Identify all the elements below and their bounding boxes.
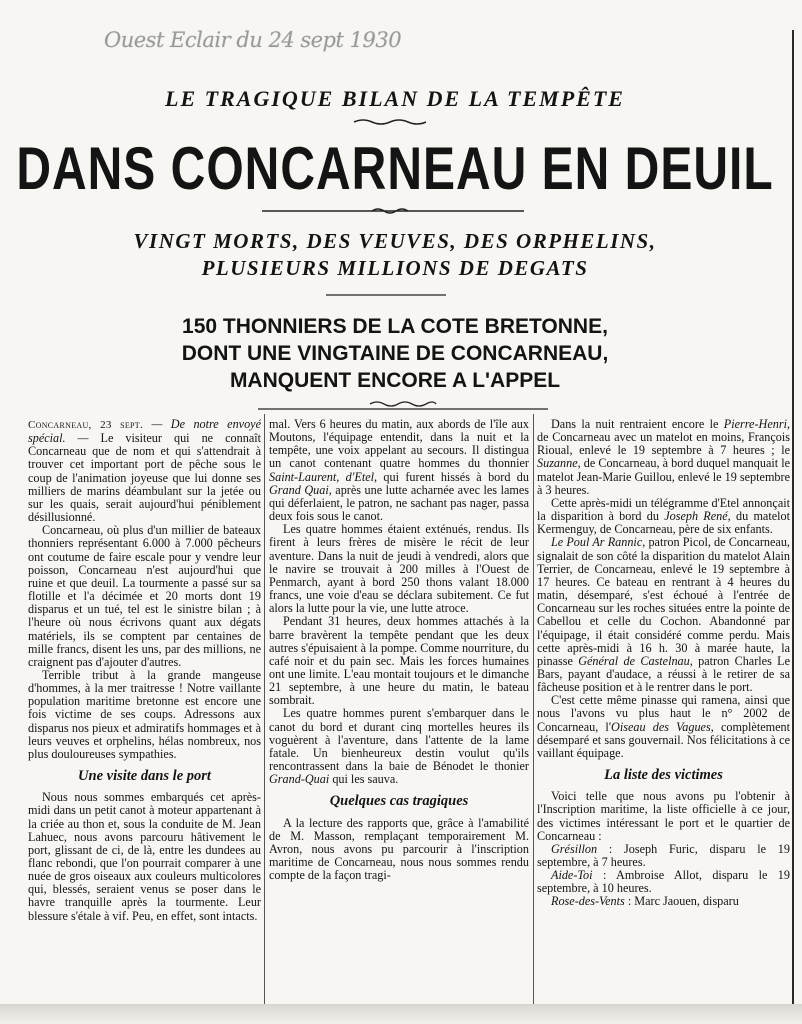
- column-divider: [533, 414, 534, 1004]
- subheadline-2: [0, 313, 790, 394]
- dateline-credit: — De notre envoyé spécial. —: [28, 418, 261, 446]
- boat-name: Rose-des-Vents: [551, 894, 625, 909]
- paragraph-text: , patron Charles Le Bars, payant d'audace, a réussi à le retirer de sa fâcheuse position et à le rentrer dans le port.: [537, 653, 790, 695]
- paragraph: Nous nous sommes embarqués cet après-midi dans un petit canot à moteur appartenant à la criée au thon et, sous la conduite de M. Jean Lahuec, nous avons parcouru hâtivement le port, glissant de ci, de là, entre les dundees au flanc rebondi, que l'on pourrait comparer à une nuée de gros oiseaux aux couleurs multicolores qui, blessés, seraient venus se poser dans le havre tranquille après la tourmente. Leur blessure s'étale à vif. Peu, en effet, sont intacts.: [28, 790, 261, 923]
- article-column-3: [537, 418, 790, 1004]
- page-edge-rule: [792, 30, 794, 1015]
- paragraph-text: Dans la nuit rentraient encore le: [551, 418, 719, 431]
- boat-name: Joseph René: [664, 509, 728, 524]
- paragraph: [28, 418, 261, 524]
- paragraph: Concarneau, où plus d'un millier de bateaux thonniers représentant 6.000 à 7.000 pêcheurs ont coutume de faire escale pour y vendre leur poisson, Concarneau n'est aujourd'hui que ruine et que deuil. La tourmente a passé sur sa flotille et l'a décimée et 20 morts dont 19 disparus et un tué, tel est le sinistre bilan ; à l'heure où nous écrivons quant aux dégats matériels, ils se comptent par centaines de mille francs, disent les uns, par des millions, ne craignent pas d'ajouter d'autres.: [28, 523, 261, 669]
- paragraph: Terrible tribut à la grande mangeuse d'hommes, à la mer traitresse ! Notre vaillante population maritime bretonne est encore une fois victime de ses coups. Adressons aux disparus nos pieux et admiratifs hommages et à leurs veuves et orphelins, hélas nombreux, nos plus douloureuses sympathies.: [28, 667, 261, 761]
- column-divider: [264, 414, 265, 1004]
- paragraph-text: mal. Vers 6 heures du matin, aux abords de l'île aux Moutons, l'équipage entendit, dans la nuit et la tempête, une voix appelant au secours. Il distingua un canot contenant quatre hommes du thonnier: [269, 418, 529, 471]
- subheadline-line: VINGT MORTS, DES VEUVES, DES ORPHELINS,: [133, 229, 657, 253]
- paragraph: [537, 418, 790, 497]
- paragraph-text: C'est cette même pinasse qui ramena, ainsi que nous l'avons vu plus haut le n° 2002 de Concarneau, l': [537, 693, 790, 734]
- paragraph-text: , qui furent hissés à bord du: [374, 469, 529, 484]
- page-bottom-edge: [0, 1004, 802, 1024]
- victim-entry: [537, 843, 790, 869]
- boat-name: Grand Quai: [269, 482, 329, 497]
- boat-name: Pierre-Henri: [723, 418, 787, 431]
- paragraph-text: , de Concarneau, à bord duquel manquait le matelot Jean-Marie Guillou, enlevé le 19 septembre à 3 heures.: [537, 456, 790, 497]
- paragraph-text: Cette après-midi un télégramme d'Etel annonçait la disparition à bord du: [537, 495, 790, 524]
- boat-name: Général de Castelnau: [578, 653, 690, 668]
- paragraph: [537, 694, 790, 760]
- paragraph: [269, 418, 529, 523]
- main-headline: DANS CONCARNEAU EN DEUIL: [16, 136, 774, 203]
- paragraph-text: , après une lutte acharnée avec les lames qui déferlaient, le patron, ne sachant pas nager, passa deux fois sous le canot.: [269, 482, 529, 524]
- decorative-rule: [258, 400, 548, 412]
- subheadline-line: DONT UNE VINGTAINE DE CONCARNEAU,: [181, 342, 609, 365]
- subheadline-line: 150 THONNIERS DE LA COTE BRETONNE,: [182, 315, 608, 338]
- paragraph: Pendant 31 heures, deux hommes attachés à la barre bravèrent la tempête pendant que les deux autres s'épuisaient à la pompe. Comme nourriture, du café noir et du pain sec. Mais les forces humaines ont une limite. L'eau montait toujours et le dimanche 21 septembre, à une heure du matin, le bateau sombrait.: [269, 614, 529, 708]
- victim-entry: [537, 895, 790, 908]
- subheadline-line: MANQUENT ENCORE A L'APPEL: [229, 369, 561, 392]
- paragraph: A la lecture des rapports que, grâce à l'amabilité de M. Masson, remplaçant temporairement M. Avron, nous avons pu parcourir à l'inscription maritime de Concarneau, nous nous sommes rendu compte de la façon tragi-: [269, 815, 529, 883]
- decorative-rule: [326, 292, 446, 298]
- paragraph-text: Le visiteur qui ne connaît Concarneau que de nom et qui s'attendrait à trouver cet important port de pêche sous le coup de l'animation joyeuse que lui donne ses milliers de marins déambulant sur la jetée ou sur les quais, serait aujourd'hui péniblement désillusionné.: [28, 431, 261, 525]
- paragraph-text: , de Concarneau avec un matelot en moins, François Rioual, enlevé le 19 septembre à 7 heures ; le: [537, 418, 790, 458]
- paragraph: [537, 536, 790, 694]
- boat-name: Saint-Laurent, d'Etel: [269, 469, 374, 484]
- article-column-2: [269, 418, 529, 1004]
- boat-name: Le Poul Ar Rannic: [551, 535, 643, 550]
- boat-name: Grand-Quai: [269, 772, 330, 787]
- paragraph: [537, 497, 790, 536]
- decorative-rule: [262, 207, 524, 215]
- paragraph: Voici telle que nous avons pu l'obtenir à l'Inscription maritime, la liste officielle à ce jour, des victimes intéressant le port et le quartier de Concarneau :: [537, 789, 790, 843]
- subheadline-1: [0, 228, 790, 282]
- section-heading: Quelques cas tragiques: [329, 793, 469, 810]
- paragraph-text: , du matelot Kermenguy, de Concarneau, père de six enfants.: [537, 509, 790, 537]
- paragraph: Les quatre hommes étaient exténués, rendus. Ils firent à leurs frères de misère le récit de leur aventure. Dans la nuit de jeudi à vendredi, alors que le navire se trouvait à 200 milles à l'Ouest de Penmarch, ayant à bord 250 thons valant 18.000 francs, une voie d'eau se déclara subitement. Ce fut alors la lutte pour la vie, une lutte atroce.: [269, 522, 529, 616]
- source-note: Ouest Eclair du 24 sept 1930: [104, 28, 402, 52]
- paragraph-text: Les quatre hommes purent s'embarquer dans le canot du bord et durant cinq mortelles heures ils voguèrent à l'aventure, dans l'attente de la lame fatale. Un bienheureux destin voulut qu'ils rencontrassent dans la baie de Bénodet le thonier: [269, 706, 529, 774]
- decorative-rule: [354, 118, 426, 126]
- victim-text: : Marc Jaouen, disparu: [627, 894, 739, 909]
- paragraph: [269, 707, 529, 786]
- victim-text: : Joseph Furic, disparu le 19 septembre, à 7 heures.: [537, 841, 790, 869]
- boat-name: Aide-Toi: [551, 868, 593, 883]
- victim-text: : Ambroise Allot, disparu le 19 septembre, à 10 heures.: [537, 868, 790, 896]
- boat-name: Suzanne: [537, 456, 578, 471]
- dateline: Concarneau, 23 sept.: [28, 419, 144, 431]
- section-heading: Une visite dans le port: [78, 768, 211, 785]
- kicker-headline: LE TRAGIQUE BILAN DE LA TEMPÊTE: [165, 86, 625, 111]
- boat-name: Oiseau des Vagues: [611, 719, 711, 734]
- subheadline-line: PLUSIEURS MILLIONS DE DEGATS: [201, 256, 589, 280]
- paragraph-text: , patron Picol, de Concarneau, signalait de son côté la disparition du matelot Alain Terrier, de Concarneau, enlevé le 19 septembre à 17 heures. Ce bateau en rentrant à 4 heures du matin, désemparé, s'est échoué à l'entrée de Concarneau sur les roches situées entre la pointe de Cabellou et celle du Cochon. Abandonné par l'équipage, il était considéré comme perdu. Mais cette après-midi à 16 h. 30 à marée haute, la pinasse: [537, 535, 790, 668]
- boat-name: Grésillon: [551, 841, 598, 856]
- section-heading: La liste des victimes: [604, 767, 723, 784]
- paragraph-text: , complètement désemparé et sans gouvernail. Nos félicitations à ce vaillant équipage.: [537, 719, 790, 760]
- article-column-1: [28, 418, 261, 1004]
- paragraph-text: qui les sauva.: [332, 772, 399, 787]
- victim-entry: [537, 869, 790, 895]
